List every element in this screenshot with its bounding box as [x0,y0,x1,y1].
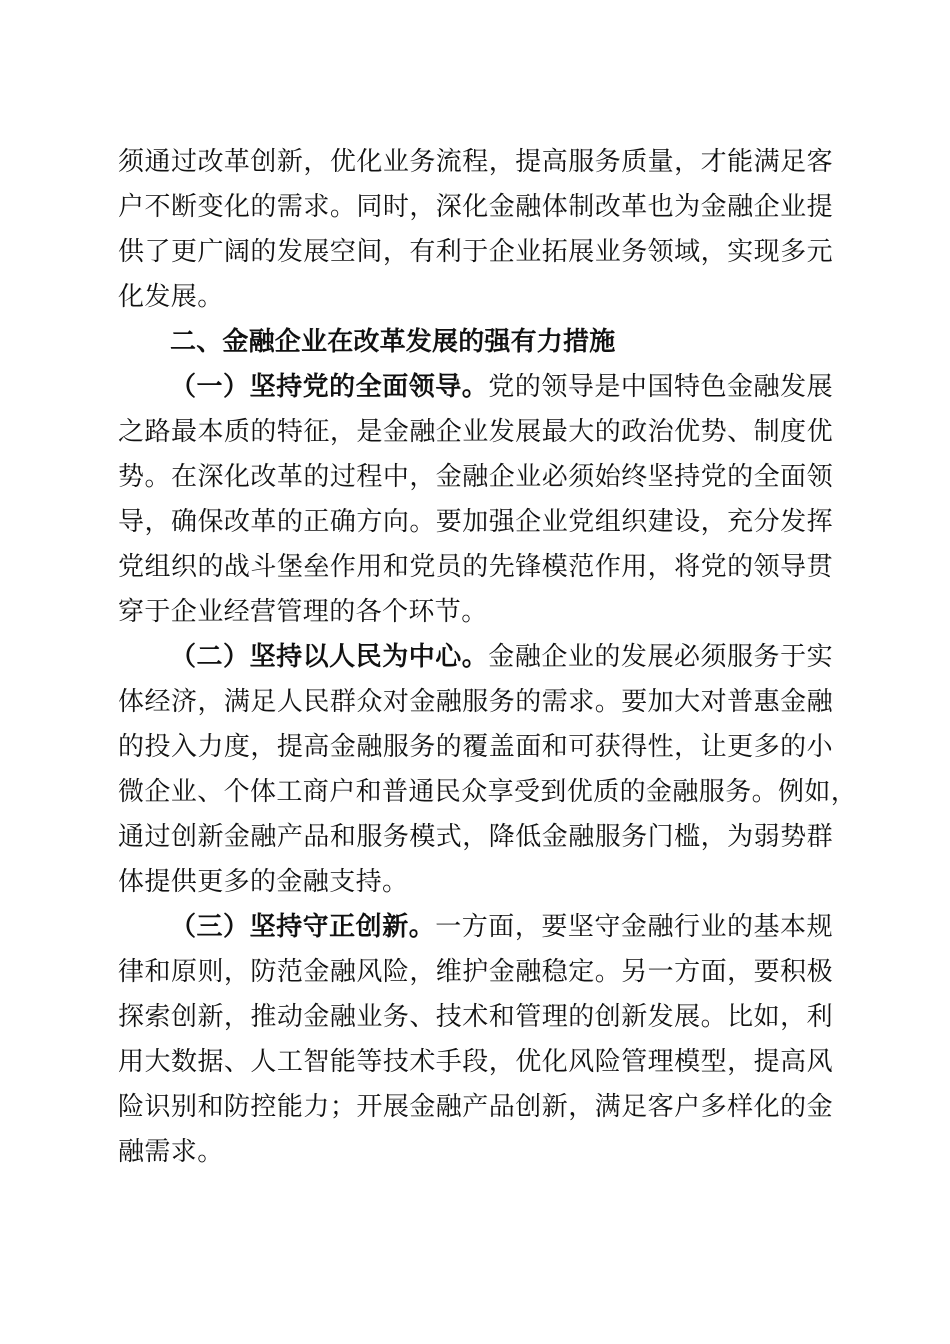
subsection-first-line [170,365,833,409]
paragraph-line: 融需求。 [118,1137,224,1167]
paragraph-line: 体经济，满足人民群众对金融服务的需求。要加大对普惠金融 [118,687,833,717]
paragraph-line: 的投入力度，提高金融服务的覆盖面和可获得性，让更多的小 [118,732,833,762]
paragraph-line: 化发展。 [118,282,224,312]
subsection-lead: （三）坚持守正创新。 [170,912,436,942]
paragraph-line: 户不断变化的需求。同时，深化金融体制改革也为金融企业提 [118,192,833,222]
paragraph-line: 探索创新，推动金融业务、技术和管理的创新发展。比如，利 [118,1002,833,1032]
paragraph-line: 之路最本质的特征，是金融企业发展最大的政治优势、制度优 [118,417,833,447]
paragraph-line: 党组织的战斗堡垒作用和党员的先锋模范作用，将党的领导贯 [118,552,833,582]
paragraph-line: 险识别和防控能力；开展金融产品创新，满足客户多样化的金 [118,1092,833,1122]
paragraph-line: 供了更广阔的发展空间，有利于企业拓展业务领域，实现多元 [118,237,833,267]
paragraph-line: 通过创新金融产品和服务模式，降低金融服务门槛，为弱势群 [118,822,833,852]
subsection-first-line [170,905,833,949]
paragraph-line: 用大数据、人工智能等技术手段，优化风险管理模型，提高风 [118,1047,833,1077]
subsection-first-line-text: 党的领导是中国特色金融发展 [488,372,833,402]
subsection-first-line [170,635,833,679]
subsection-first-line-text: 一方面，要坚守金融行业的基本规 [435,912,833,942]
paragraph-line: 须通过改革创新，优化业务流程，提高服务质量，才能满足客 [118,147,833,177]
paragraph-line: 律和原则，防范金融风险，维护金融稳定。另一方面，要积极 [118,957,833,987]
subsection-lead: （二）坚持以人民为中心。 [170,642,489,672]
paragraph-line: 微企业、个体工商户和普通民众享受到优质的金融服务。例如， [118,777,858,807]
paragraph-line: 穿于企业经营管理的各个环节。 [118,597,488,627]
section-heading: 二、金融企业在改革发展的强有力措施 [170,327,616,357]
paragraph-line: 势。在深化改革的过程中，金融企业必须始终坚持党的全面领 [118,462,833,492]
subsection-first-line-text: 金融企业的发展必须服务于实 [488,642,833,672]
paragraph-line: 导，确保改革的正确方向。要加强企业党组织建设，充分发挥 [118,507,833,537]
paragraph-line: 体提供更多的金融支持。 [118,867,409,897]
subsection-lead: （一）坚持党的全面领导。 [170,372,489,402]
